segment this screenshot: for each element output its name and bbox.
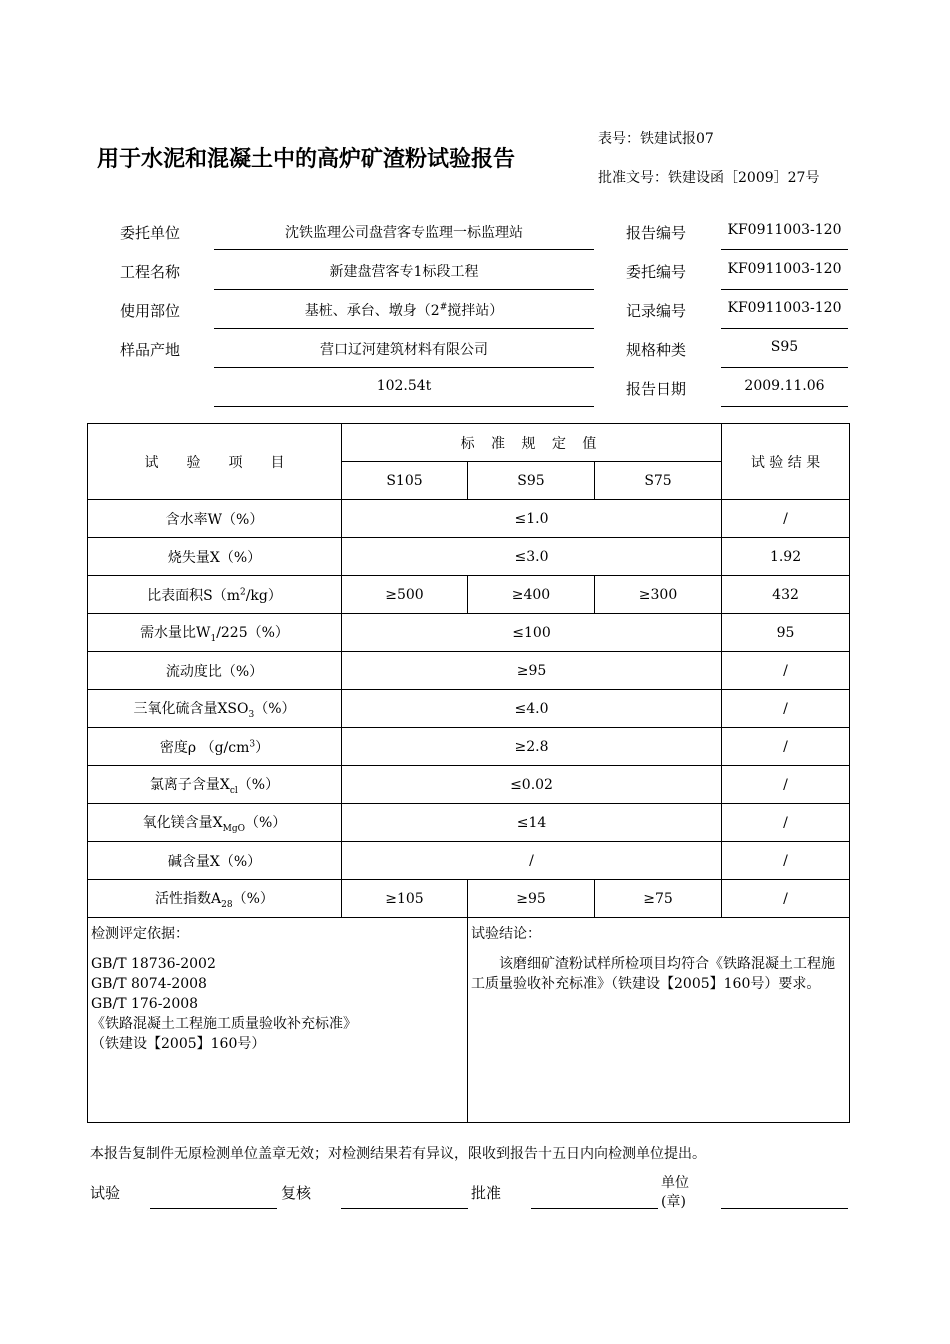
mgo-item: 氧化镁含量$X_{MgO}(\%)$: [88, 804, 342, 842]
activity-index-result: /: [722, 880, 850, 918]
project-underline: [214, 289, 594, 290]
chloride-result: /: [722, 766, 850, 804]
alkali-std: /: [342, 842, 722, 880]
record-no-value: KF0911003-120: [727, 300, 842, 316]
record-no-underline: [721, 328, 848, 329]
specific-surface-s75: ≥300: [595, 576, 722, 614]
item-header: 试 验 项 目: [88, 424, 342, 500]
loss-on-ignition-result: 1.92: [722, 538, 850, 576]
project-label: 工程名称: [120, 263, 181, 281]
specific-surface-item: 比表面积$S(m^2/kg)$: [88, 576, 342, 614]
spec-value: S95: [770, 339, 799, 355]
density-result: /: [722, 728, 850, 766]
footer-note: 本报告复制件无原检测单位盖章无效；对检测结果若有异议，限收到报告十五日内向检测单位提出。: [90, 1146, 706, 1162]
water-demand-std: ≤100: [342, 614, 722, 652]
fluidity-result: /: [722, 652, 850, 690]
basis-line: 《铁路混凝土工程施工质量验收补充标准》: [91, 1016, 357, 1032]
table-row: [88, 576, 850, 614]
conclusion-label: 试验结论：: [471, 926, 541, 942]
spec-label: 规格种类: [626, 341, 687, 359]
table-row: [88, 880, 850, 918]
unit-label: 单位: [661, 1175, 689, 1191]
quantity-value: 102.54t: [376, 378, 432, 394]
usage-value: 基桩、承台、墩身（2#搅拌站）: [304, 302, 504, 319]
table-row: [88, 538, 850, 576]
table-row: [88, 804, 850, 842]
mgo-std: ≤14: [342, 804, 722, 842]
grade-s95: S95: [468, 462, 595, 500]
grade-s75: S75: [595, 462, 722, 500]
review-sign-label: 复核: [281, 1184, 312, 1202]
client-value: 沈铁监理公司盘营客专监理一标监理站: [285, 225, 523, 241]
report-title: 用于水泥和混凝土中的高炉矿渣粉试验报告: [97, 147, 516, 172]
conclusion-cell: [468, 918, 850, 1123]
std-header: 标 准 规 定 值: [342, 424, 722, 462]
review-sign-line: [341, 1208, 468, 1209]
test-sign-line: [150, 1208, 277, 1209]
basis-line: （铁建设【2005】160号）: [91, 1036, 266, 1052]
origin-value: 营口辽河建筑材料有限公司: [320, 342, 488, 358]
approve-sign-line: [531, 1208, 658, 1209]
density-item: 密度ρ $(g/cm^3)$: [88, 728, 342, 766]
report-no-label: 报告编号: [626, 224, 687, 242]
fluidity-item: 流动度比（%）: [88, 652, 342, 690]
test-results-table: [87, 423, 850, 1123]
result-header: 试 验 结 果: [722, 424, 850, 500]
table-row: [88, 690, 850, 728]
loss-on-ignition-std: ≤3.0: [342, 538, 722, 576]
basis-line: GB/T 18736-2002: [91, 956, 216, 972]
specific-surface-s105: ≥500: [342, 576, 468, 614]
commission-no-underline: [721, 289, 848, 290]
usage-underline: [214, 328, 594, 329]
basis-line: GB/T 8074-2008: [91, 976, 207, 992]
commission-no-label: 委托编号: [626, 263, 687, 281]
activity-index-s105: ≥105: [342, 880, 468, 918]
report-no-underline: [721, 249, 848, 250]
moisture-std: ≤1.0: [342, 500, 722, 538]
so3-result: /: [722, 690, 850, 728]
moisture-item: 含水率W（%）: [88, 500, 342, 538]
table-row: [88, 842, 850, 880]
basis-cell: [88, 918, 468, 1123]
alkali-item: 碱含量X（%）: [88, 842, 342, 880]
chloride-std: ≤0.02: [342, 766, 722, 804]
chloride-item: 氯离子含量$X_{cl}(\%)$: [88, 766, 342, 804]
activity-index-s75: ≥75: [595, 880, 722, 918]
record-no-label: 记录编号: [626, 302, 687, 320]
specific-surface-result: 432: [722, 576, 850, 614]
project-value: 新建盘营客专1标段工程: [329, 264, 479, 280]
loss-on-ignition-item: 烧失量X（%）: [88, 538, 342, 576]
form-number: 表号：铁建试报07: [598, 131, 714, 147]
density-std: ≥2.8: [342, 728, 722, 766]
test-sign-label: 试验: [90, 1184, 121, 1202]
date-value: 2009.11.06: [744, 378, 825, 394]
conclusion-text: 该磨细矿渣粉试样所检项目均符合《铁路混凝土工程施工质量验收补充标准》（铁建设【2005】160号）要求。: [471, 956, 835, 992]
basis-line: GB/T 176-2008: [91, 996, 199, 1012]
specific-surface-s95: ≥400: [468, 576, 595, 614]
water-demand-item: 需水量比$W_1/225(\%)$: [88, 614, 342, 652]
commission-no-value: KF0911003-120: [727, 261, 842, 277]
basis-label: 检测评定依据：: [91, 926, 189, 942]
table-row: [88, 652, 850, 690]
moisture-result: /: [722, 500, 850, 538]
so3-item: 三氧化硫含量$XSO_3(\%)$: [88, 690, 342, 728]
seal-label: (章): [661, 1194, 686, 1210]
approval-doc-number: 批准文号：铁建设函［2009］27号: [598, 170, 820, 186]
so3-std: ≤4.0: [342, 690, 722, 728]
usage-label: 使用部位: [120, 302, 181, 320]
grade-s105: S105: [342, 462, 468, 500]
table-row: [88, 500, 850, 538]
approve-sign-label: 批准: [471, 1184, 502, 1202]
table-row: [88, 614, 850, 652]
spec-underline: [721, 367, 848, 368]
activity-index-item: 活性指数$A_{28}(\%)$: [88, 880, 342, 918]
fluidity-std: ≥95: [342, 652, 722, 690]
client-underline: [214, 249, 594, 250]
client-label: 委托单位: [120, 224, 181, 242]
origin-underline: [214, 367, 594, 368]
quantity-underline: [214, 406, 594, 407]
table-row: [88, 728, 850, 766]
mgo-result: /: [722, 804, 850, 842]
alkali-result: /: [722, 842, 850, 880]
date-label: 报告日期: [626, 380, 687, 398]
origin-label: 样品产地: [120, 341, 181, 359]
activity-index-s95: ≥95: [468, 880, 595, 918]
water-demand-result: 95: [722, 614, 850, 652]
report-no-value: KF0911003-120: [727, 222, 842, 238]
date-underline: [721, 406, 848, 407]
unit-sign-line: [721, 1208, 848, 1209]
table-row: [88, 766, 850, 804]
